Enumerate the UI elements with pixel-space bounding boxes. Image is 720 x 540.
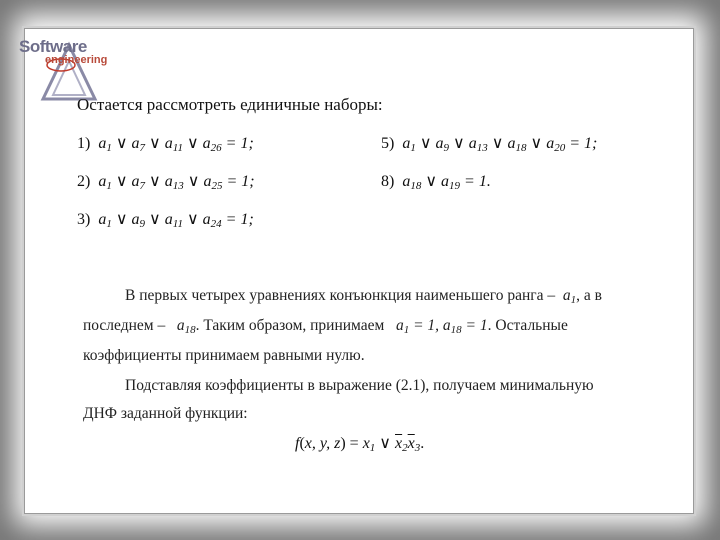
logo-text-main: Software xyxy=(19,37,87,56)
paragraph-1-line-2-mid: . Таким образом, принимаем xyxy=(195,317,385,334)
paragraph-1-line-1-end: , а в xyxy=(576,287,602,304)
heading: Остается рассмотреть единичные наборы: xyxy=(77,95,383,114)
equation-2-number: 2) xyxy=(77,173,91,190)
equation-2: 2) $a_1$ ∨ $a_7$ ∨ $a_{13}$ ∨ $a_{25} = 1$; xyxy=(77,173,255,192)
equation-1-number: 1) xyxy=(77,135,91,152)
logo-text-sub: engineering xyxy=(45,54,108,66)
equation-8-number: 8) xyxy=(381,173,395,190)
equation-5: 5) $a_1$ ∨ $a_9$ ∨ $a_{13}$ ∨ $a_{18}$ ∨ $a_{20} = 1$; xyxy=(381,135,598,154)
paragraph-1-line-2-start: последнем – xyxy=(83,317,166,334)
paragraph-1-line-1-text: В первых четырех уравнениях конъюнкция наименьшего ранга – xyxy=(125,287,556,304)
slide xyxy=(19,28,694,514)
equation-3: 3) $a_1$ ∨ $a_9$ ∨ $a_{11}$ ∨ $a_{24} = 1$; xyxy=(77,211,254,230)
paragraph-1-line-1: В первых четырех уравнениях конъюнкция наименьшего ранга – $a_1$, а в xyxy=(125,287,602,306)
paragraph-2-line-2: ДНФ заданной функции: xyxy=(83,405,248,422)
paragraph-2-line-1: Подставляя коэффициенты в выражение (2.1), получаем минимальную xyxy=(125,377,594,394)
paragraph-1-line-3: коэффициенты принимаем равными нулю. xyxy=(83,347,365,364)
equation-3-number: 3) xyxy=(77,211,91,228)
paragraph-1-line-2-end: . Остальные xyxy=(487,317,568,334)
paragraph-1-line-2: последнем – $a_{18}$. Таким образом, принимаем $a_1 = 1$, $a_{18} = 1$. Остальные xyxy=(83,317,568,336)
equation-8: 8) $a_{18}$ ∨ $a_{19} = 1$. xyxy=(381,173,491,192)
equation-5-number: 5) xyxy=(381,135,395,152)
equation-1: 1) $a_1$ ∨ $a_7$ ∨ $a_{11}$ ∨ $a_{26} = 1$; xyxy=(77,135,254,154)
final-formula: f(x, y, $z) = x_1$ ∨ $\overline{x}_2\overline{x}_3$. xyxy=(295,435,425,454)
